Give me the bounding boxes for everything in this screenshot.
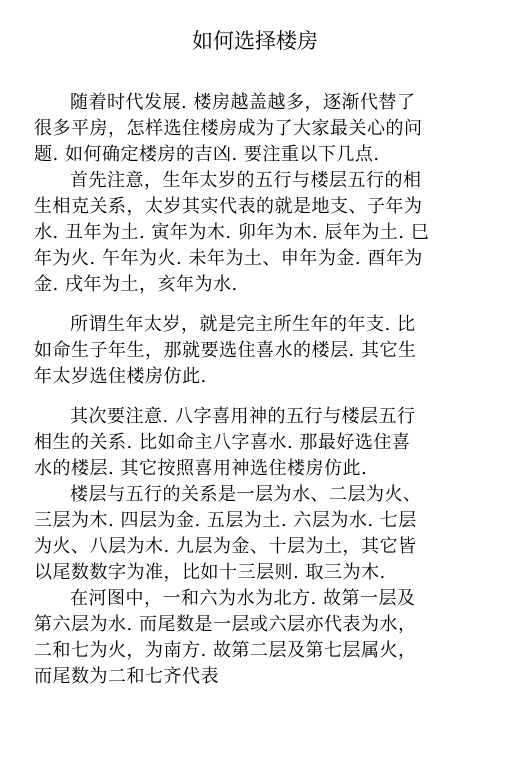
text-line: 相生的关系. 比如命主八字喜水. 那最好选住喜	[34, 432, 411, 453]
paragraph-intro	[34, 90, 454, 168]
text-line: 在河图中，一和六为水为北方. 故第一层及	[70, 588, 416, 609]
paragraph-gap	[34, 390, 454, 404]
text-line: 为火、八层为木. 九层为金、十层为土，其它皆	[34, 536, 417, 557]
text-line: 楼层与五行的关系是一层为水、二层为火、	[70, 484, 422, 505]
text-line: 其次要注意. 八字喜用神的五行与楼层五行	[70, 406, 416, 427]
text-line: 金. 戌年为土，亥年为水.	[34, 274, 238, 295]
page-title: 如何选择楼房	[192, 29, 318, 53]
paragraph-first-point	[34, 168, 454, 298]
text-line: 水. 丑年为土. 寅年为木. 卯年为木. 辰年为土. 巳	[34, 222, 430, 243]
text-line: 年为火. 午年为火. 未年为土、申年为金. 酉年为	[34, 248, 423, 269]
paragraph-tai-sui	[34, 312, 454, 390]
text-line: 首先注意，生年太岁的五行与楼层五行的相	[70, 170, 422, 191]
text-line: 年太岁选住楼房仿此.	[34, 366, 207, 387]
text-line: 二和七为火，为南方. 故第二层及第七层属火，	[34, 640, 417, 661]
text-line: 三层为木. 四层为金. 五层为土. 六层为水. 七层	[34, 510, 417, 531]
text-line: 所谓生年太岁，就是完主所生年的年支. 比	[70, 314, 416, 335]
paragraph-gap	[34, 298, 454, 312]
text-line: 而尾数为二和七齐代表	[34, 666, 219, 687]
text-line: 如命生子年生，那就要选住喜水的楼层. 其它生	[34, 340, 417, 361]
text-line: 水的楼层. 其它按照喜用神选住楼房仿此.	[34, 458, 368, 479]
paragraph-second-point	[34, 404, 454, 482]
text-line: 很多平房，怎样选住楼房成为了大家最关心的问	[34, 118, 423, 139]
paragraph-hetu	[34, 586, 454, 690]
text-line: 随着时代发展. 楼房越盖越多，逐渐代替了	[70, 92, 416, 113]
text-line: 题. 如何确定楼房的吉凶. 要注重以下几点.	[34, 144, 380, 165]
document-body	[34, 90, 454, 690]
text-line: 第六层为水. 而尾数是一层或六层亦代表为水，	[34, 614, 417, 635]
paragraph-floor-elements	[34, 482, 454, 586]
text-line: 以尾数数字为准，比如十三层则. 取三为木.	[34, 562, 386, 583]
text-line: 生相克关系，太岁其实代表的就是地支、子年为	[34, 196, 423, 217]
